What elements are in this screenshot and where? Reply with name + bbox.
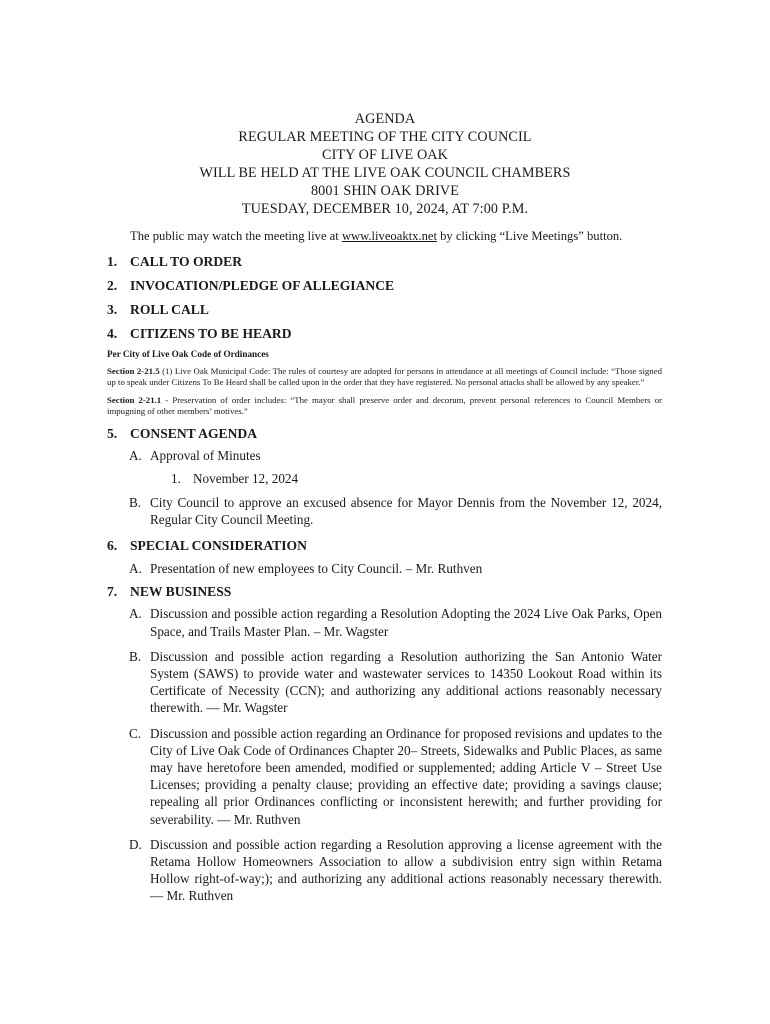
code-of-ordinances-heading: Per City of Live Oak Code of Ordinances (107, 349, 269, 359)
meeting-date-time: TUESDAY, DECEMBER 10, 2024, AT 7:00 P.M. (241, 201, 529, 217)
meeting-address: 8001 SHIN OAK DRIVE (310, 183, 460, 199)
ordinance-section-2-21-1 (107, 395, 662, 418)
item-letter: A. (129, 606, 142, 622)
item-text: Discussion and possible action regarding an Ordinance for proposed revisions and updates to the City of Live Oak Code of Ordinances Chapter 20– Streets, Sidewalks and Public Places, as same may have heretofore been amended, modified or supplemented; adding Article V – Street Use Licenses; providing a penalty clause; providing an effective date; providing a savings clause; repealing all prior Ordinances conflicting or inconsistent herewith; and further providing for severability. — Mr. Ruthven (150, 725, 662, 827)
item-text: Presentation of new employees to City Council. – Mr. Ruthven (150, 561, 483, 577)
new-business-item-b (129, 648, 662, 717)
item-letter: B. (129, 648, 142, 664)
section-consent-agenda (107, 425, 662, 442)
item-text: Approval of Minutes (150, 447, 261, 463)
item-text: Discussion and possible action regarding a Resolution approving a license agreement with the Retama Hollow Homeowners Association to allow a subdivision entry sign within Retama Hollow right-of-way;); and authorizing any additional actions reasonably necessary therewith. — Mr. Ruthven (150, 836, 662, 904)
section-new-business (107, 583, 662, 600)
sub-item-text: November 12, 2024 (193, 470, 299, 486)
ordinance-label: Section 2-21.1 (107, 394, 162, 405)
city-name: CITY OF LIVE OAK (322, 147, 448, 163)
section-title: CONSENT AGENDA (130, 425, 258, 441)
agenda-body (107, 253, 662, 905)
ordinance-text: (1) Live Oak Municipal Code: The rules of courtesy are adopted for persons in attendance at all meetings of Council include: “Those signed up to speak under Citizens To Be Heard shall be called upon in the order that they have registered. No personal attacks shall be allowed by any speaker.” (107, 366, 662, 388)
section-number: 3. (107, 302, 118, 317)
meeting-type: REGULAR MEETING OF THE CITY COUNCIL (238, 129, 532, 145)
section-roll-call (107, 301, 662, 318)
agenda-title: AGENDA (354, 111, 416, 127)
agenda-header (0, 110, 770, 218)
livestream-text-after: by clicking “Live Meetings” button. (436, 229, 623, 243)
section-number: 5. (107, 425, 118, 441)
section-title: NEW BUSINESS (130, 584, 232, 600)
section-number: 4. (107, 326, 118, 341)
item-letter: A. (129, 447, 142, 463)
ordinance-label: Section 2-21.5 (107, 366, 160, 376)
section-call-to-order (107, 253, 662, 270)
section-number: 7. (107, 584, 118, 600)
new-business-item-d (129, 836, 662, 905)
livestream-notice (130, 228, 690, 244)
section-title: INVOCATION/PLEDGE OF ALLEGIANCE (130, 278, 395, 293)
section-number: 1. (107, 254, 118, 269)
section-title: CITIZENS TO BE HEARD (130, 326, 292, 341)
section-title: ROLL CALL (130, 302, 209, 317)
special-item-a (129, 560, 662, 577)
item-text: Discussion and possible action regarding a Resolution Adopting the 2024 Live Oak Parks, Open Space, and Trails Master Plan. – Mr. Wagster (150, 606, 662, 639)
ordinance-section-2-21-5 (107, 366, 662, 389)
item-text: Discussion and possible action regarding a Resolution authorizing the San Antonio Water System (SAWS) to provide water and wastewater services to 14350 Lookout Road within its Certificate of Necessity (CCN); and authorizing any additional actions reasonably necessary therewith. — Mr. Wagster (150, 648, 662, 716)
new-business-item-a (129, 605, 662, 639)
section-invocation (107, 277, 662, 294)
sub-item-number: 1. (171, 470, 181, 486)
consent-item-a (129, 447, 662, 464)
item-letter: C. (129, 725, 142, 741)
livestream-text-before: The public may watch the meeting live at (130, 229, 342, 243)
meeting-location: WILL BE HELD AT THE LIVE OAK COUNCIL CHAMBERS (199, 165, 571, 181)
section-citizens-to-be-heard (107, 325, 662, 342)
section-number: 6. (107, 538, 118, 554)
minutes-item-1 (171, 470, 662, 487)
new-business-item-c (129, 725, 662, 828)
section-number: 2. (107, 278, 118, 293)
item-letter: B. (129, 494, 142, 510)
item-text: City Council to approve an excused absence for Mayor Dennis from the November 12, 2024, Regular City Council Meeting. (150, 494, 662, 528)
website-link[interactable]: www.liveoaktx.net (341, 229, 437, 243)
item-letter: D. (129, 836, 142, 852)
section-title: CALL TO ORDER (130, 254, 243, 269)
item-letter: A. (129, 561, 142, 577)
section-title: SPECIAL CONSIDERATION (130, 538, 307, 554)
ordinance-text: - Preservation of order includes: “The mayor shall preserve order and decorum, prevent personal references to Council Members or impugning of other members’ motives.” (107, 394, 662, 417)
consent-item-b (129, 494, 662, 528)
section-special-consideration (107, 537, 662, 554)
